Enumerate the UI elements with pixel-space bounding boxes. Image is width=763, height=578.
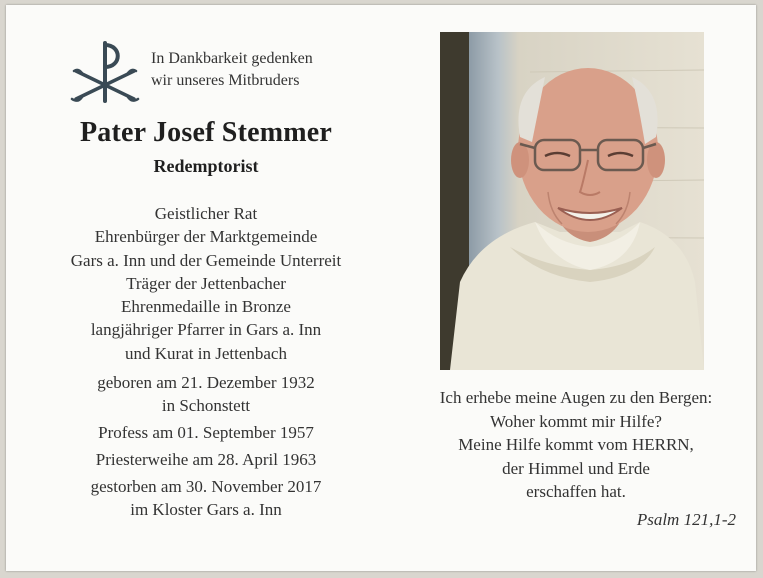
deceased-name: Pater Josef Stemmer xyxy=(79,117,333,148)
bio-line: im Kloster Gars a. Inn xyxy=(130,500,282,519)
bio-line: gestorben am 30. November 2017 xyxy=(90,477,322,496)
portrait-photo xyxy=(440,32,704,370)
bio-line: Profess am 01. September 1957 xyxy=(98,423,314,442)
honor-line: und Kurat in Jettenbach xyxy=(125,343,287,363)
bio-line: geboren am 21. Dezember 1932 xyxy=(97,373,315,392)
honor-line: langjähriger Pfarrer in Gars a. Inn xyxy=(90,320,322,340)
bio-death xyxy=(26,475,386,521)
dedication-line: wir unseres Mitbruders xyxy=(151,72,300,89)
honor-line: Geistlicher Rat xyxy=(154,204,258,223)
honor-line: Träger der Jettenbacher xyxy=(126,273,286,293)
memorial-card xyxy=(6,5,756,571)
honor-line: Gars a. Inn und der Gemeinde Unterreit xyxy=(70,250,342,270)
psalm-line: Woher kommt mir Hilfe? xyxy=(490,411,662,431)
dedication-line: In Dankbarkeit gedenken xyxy=(151,50,313,67)
bio-ordination xyxy=(26,448,386,471)
psalm-reference: Psalm 121,1-2 xyxy=(636,510,736,529)
psalm-line: Meine Hilfe kommt vom HERRN, xyxy=(458,435,694,454)
psalm-line: der Himmel und Erde xyxy=(502,458,650,478)
biography xyxy=(26,371,386,525)
dedication-text xyxy=(151,48,371,92)
religious-order: Redemptorist xyxy=(153,156,259,176)
bio-line: in Schonstett xyxy=(161,396,251,415)
bio-birth xyxy=(26,371,386,417)
honor-line: Ehrenbürger der Marktgemeinde xyxy=(94,227,318,247)
honors-list xyxy=(26,202,386,365)
psalm-line: erschaffen hat. xyxy=(526,482,626,501)
honor-line: Ehrenmedaille in Bronze xyxy=(121,297,291,317)
psalm-line: Ich erhebe meine Augen zu den Bergen: xyxy=(439,388,713,407)
chi-rho-icon xyxy=(70,37,140,105)
bio-profession xyxy=(26,421,386,444)
psalm-text xyxy=(406,386,746,504)
bio-line: Priesterweihe am 28. April 1963 xyxy=(95,450,317,469)
